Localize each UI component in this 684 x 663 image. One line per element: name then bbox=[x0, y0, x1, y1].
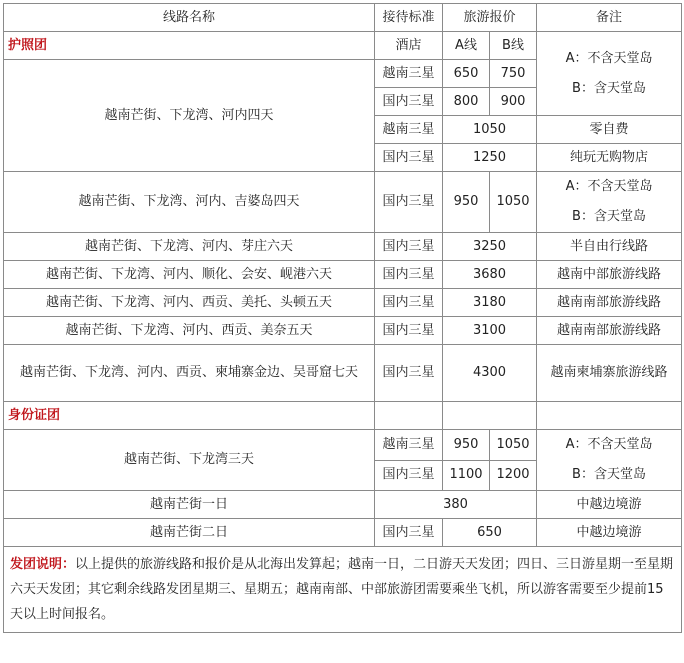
col-price-header: 旅游报价 bbox=[443, 4, 537, 32]
route-name: 越南芒街、下龙湾、河内四天 bbox=[4, 60, 375, 172]
remark-b: B：含天堂岛 bbox=[572, 80, 646, 96]
route-name: 越南芒街、下龙湾、河内、西贡、柬埔寨金边、吴哥窟七天 bbox=[4, 345, 375, 402]
price-a-cell: 950 bbox=[443, 172, 490, 233]
table-row bbox=[4, 491, 682, 519]
price-cell: 3180 bbox=[443, 289, 537, 317]
remark-cell: 越南南部旅游线路 bbox=[537, 317, 682, 345]
price-a-cell: 950 bbox=[443, 430, 490, 461]
price-cell: 3680 bbox=[443, 261, 537, 289]
a-line-label: A线 bbox=[443, 32, 490, 60]
col-remark-header: 备注 bbox=[537, 4, 682, 32]
price-b-cell: 1200 bbox=[490, 460, 537, 491]
price-cell: 4300 bbox=[443, 345, 537, 402]
remark-cell: 越南南部旅游线路 bbox=[537, 289, 682, 317]
table-row bbox=[4, 172, 682, 233]
table-row bbox=[4, 430, 682, 461]
price-cell: 380 bbox=[375, 491, 537, 519]
table-row bbox=[4, 519, 682, 547]
col-route-header: 线路名称 bbox=[4, 4, 375, 32]
route-name: 越南芒街、下龙湾、河内、西贡、美奈五天 bbox=[4, 317, 375, 345]
remark-cell bbox=[537, 430, 682, 491]
standard-cell: 国内三星 bbox=[375, 88, 443, 116]
remark-cell bbox=[537, 172, 682, 233]
remark-b: B：含天堂岛 bbox=[572, 209, 646, 224]
standard-cell: 国内三星 bbox=[375, 317, 443, 345]
route-name: 越南芒街、下龙湾、河内、芽庄六天 bbox=[4, 233, 375, 261]
section-row-idcard bbox=[4, 402, 682, 430]
standard-cell: 国内三星 bbox=[375, 233, 443, 261]
standard-cell: 国内三星 bbox=[375, 460, 443, 491]
remark-cell: 纯玩无购物店 bbox=[537, 144, 682, 172]
standard-cell: 国内三星 bbox=[375, 261, 443, 289]
remark-cell: 半自由行线路 bbox=[537, 233, 682, 261]
remark-cell: 越南中部旅游线路 bbox=[537, 261, 682, 289]
route1-remark-ab bbox=[537, 32, 682, 116]
route-name: 越南芒街二日 bbox=[4, 519, 375, 547]
price-a-cell: 650 bbox=[443, 60, 490, 88]
table-row bbox=[4, 289, 682, 317]
price-b-cell: 900 bbox=[490, 88, 537, 116]
price-a-cell: 1100 bbox=[443, 460, 490, 491]
price-b-cell: 750 bbox=[490, 60, 537, 88]
hotel-label: 酒店 bbox=[375, 32, 443, 60]
remark-cell: 中越边境游 bbox=[537, 519, 682, 547]
route-name: 越南芒街、下龙湾、河内、西贡、美托、头顿五天 bbox=[4, 289, 375, 317]
remark-cell: 中越边境游 bbox=[537, 491, 682, 519]
price-cell: 1050 bbox=[443, 116, 537, 144]
price-b-cell: 1050 bbox=[490, 172, 537, 233]
col-standard-header: 接待标准 bbox=[375, 4, 443, 32]
remark-b: B：含天堂岛 bbox=[572, 467, 646, 482]
standard-cell: 国内三星 bbox=[375, 519, 443, 547]
price-cell: 3100 bbox=[443, 317, 537, 345]
price-cell: 650 bbox=[443, 519, 537, 547]
table-row bbox=[4, 345, 682, 402]
notes-cell bbox=[4, 547, 682, 633]
standard-cell: 国内三星 bbox=[375, 172, 443, 233]
standard-cell: 越南三星 bbox=[375, 430, 443, 461]
standard-cell: 国内三星 bbox=[375, 289, 443, 317]
remark-cell: 越南柬埔寨旅游线路 bbox=[537, 345, 682, 402]
b-line-label: B线 bbox=[490, 32, 537, 60]
remark-a: A：不含天堂岛 bbox=[565, 437, 653, 452]
table-row bbox=[4, 261, 682, 289]
price-b-cell: 1050 bbox=[490, 430, 537, 461]
route-name: 越南芒街、下龙湾、河内、吉婆岛四天 bbox=[4, 172, 375, 233]
route-name: 越南芒街、下龙湾、河内、顺化、会安、岘港六天 bbox=[4, 261, 375, 289]
section-title-idcard: 身份证团 bbox=[4, 402, 375, 430]
standard-cell: 国内三星 bbox=[375, 144, 443, 172]
standard-cell: 国内三星 bbox=[375, 345, 443, 402]
section-title-passport: 护照团 bbox=[4, 32, 375, 60]
price-cell: 3250 bbox=[443, 233, 537, 261]
notes-row bbox=[4, 547, 682, 633]
standard-cell: 越南三星 bbox=[375, 60, 443, 88]
table-row bbox=[4, 317, 682, 345]
price-table bbox=[3, 3, 682, 633]
price-cell: 1250 bbox=[443, 144, 537, 172]
remark-a: A：不含天堂岛 bbox=[565, 50, 653, 66]
standard-cell: 越南三星 bbox=[375, 116, 443, 144]
header-row bbox=[4, 4, 682, 32]
price-a-cell: 800 bbox=[443, 88, 490, 116]
notes-lead: 发团说明： bbox=[10, 557, 76, 572]
table-row bbox=[4, 233, 682, 261]
remark-cell: 零自费 bbox=[537, 116, 682, 144]
section-row-passport bbox=[4, 32, 682, 60]
remark-a: A：不含天堂岛 bbox=[565, 179, 653, 194]
route-name: 越南芒街、下龙湾三天 bbox=[4, 430, 375, 491]
route-name: 越南芒街一日 bbox=[4, 491, 375, 519]
notes-text: 以上提供的旅游线路和报价是从北海出发算起；越南一日，二日游天天发团；四日、三日游星期一至星期六天天发团；其它剩余线路发团星期三、星期五；越南南部、中部旅游团需要乘坐飞机，所以游客需要至少提前15天以上时间报名。 bbox=[10, 557, 674, 622]
